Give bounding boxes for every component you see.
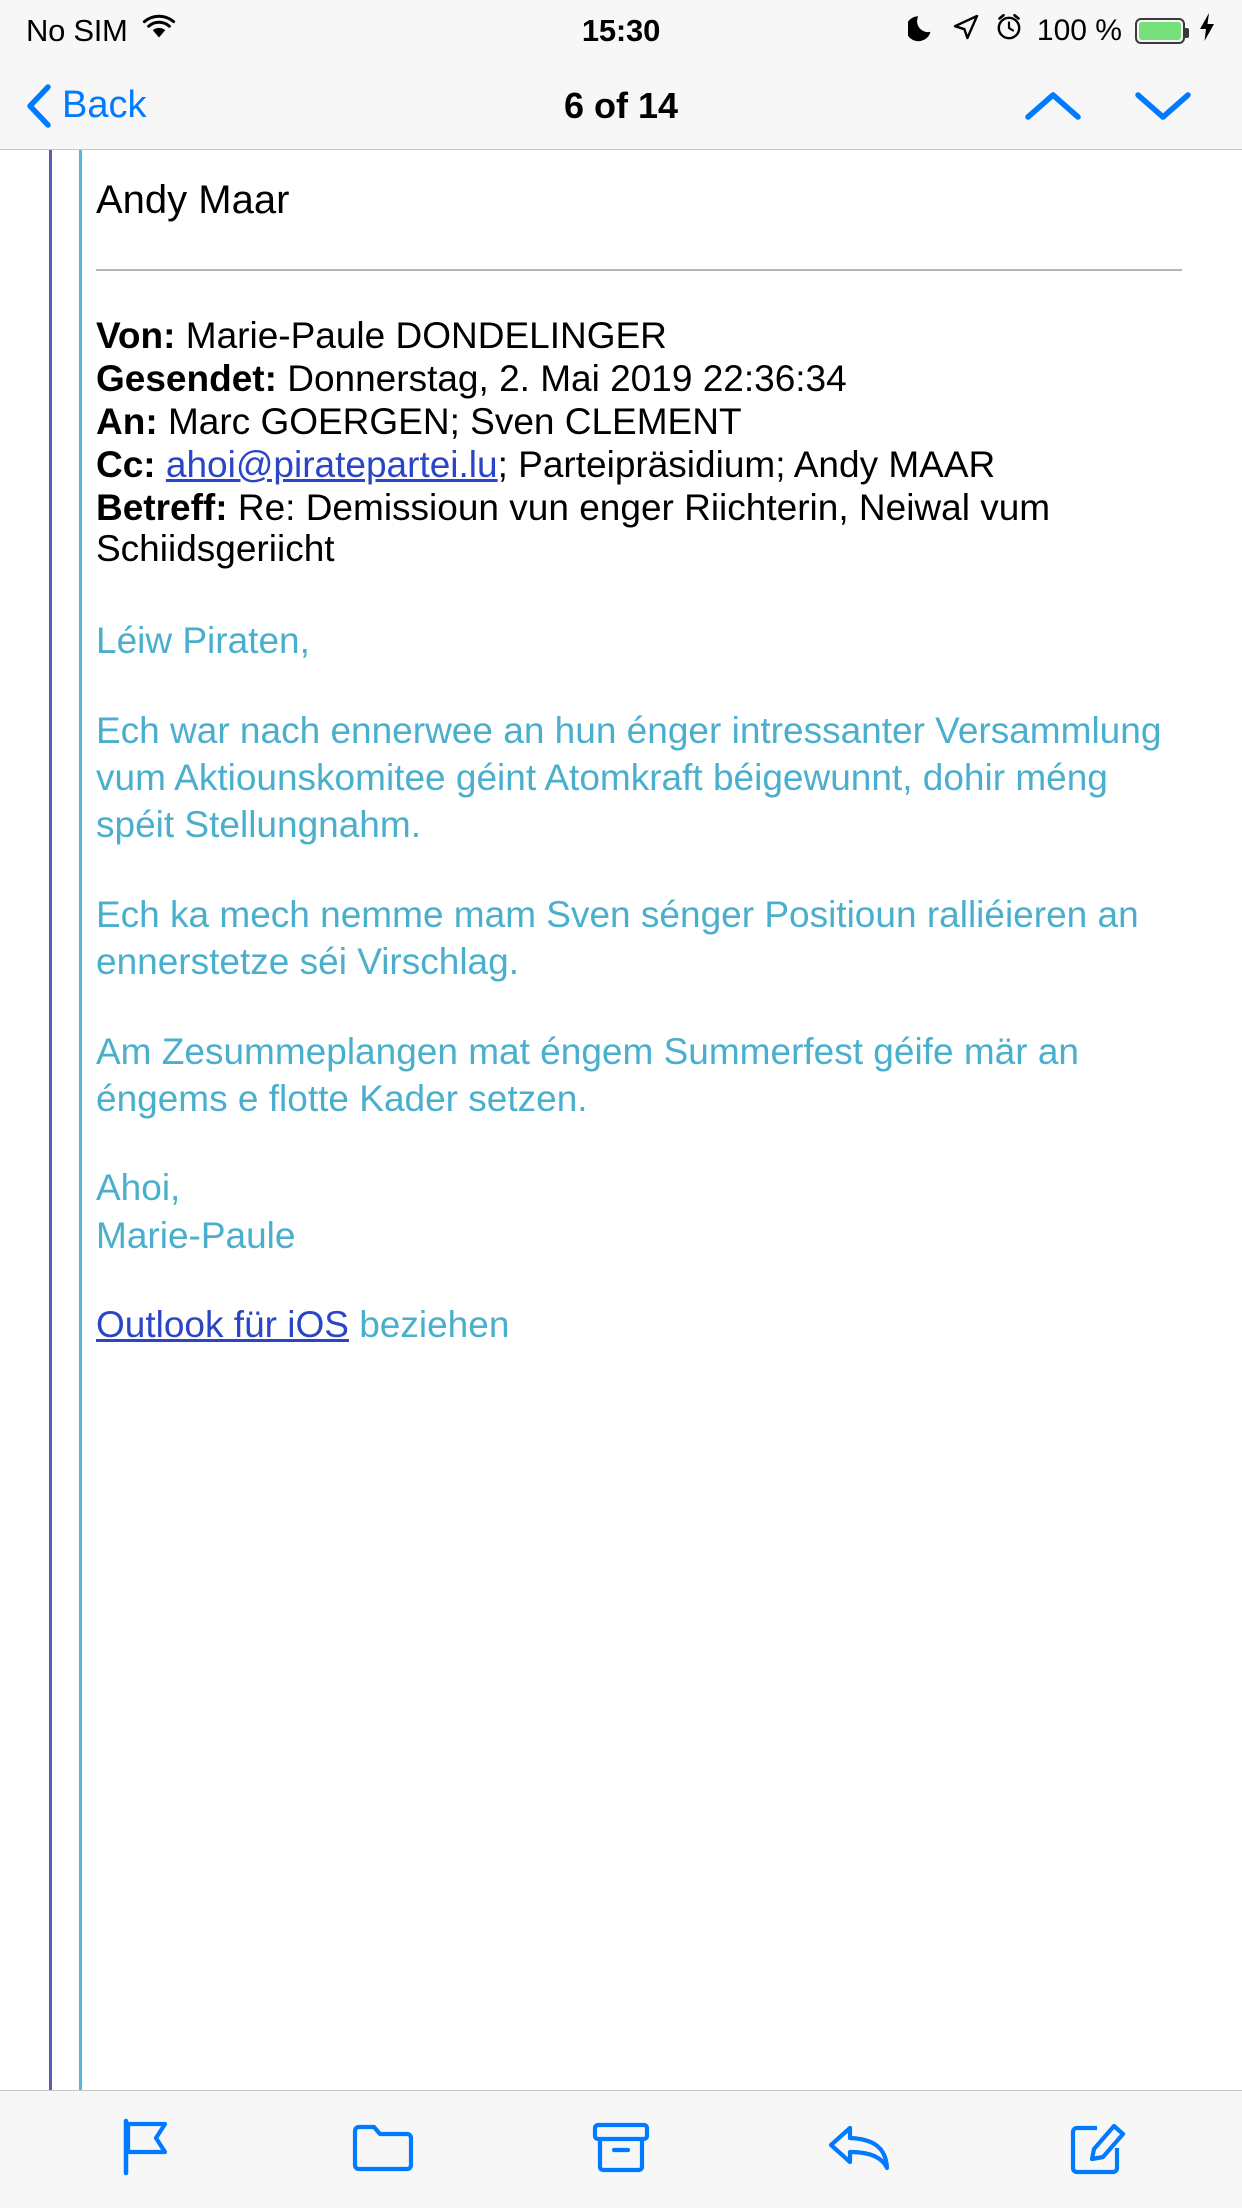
header-divider xyxy=(96,269,1182,271)
header-gesendet xyxy=(96,358,1182,399)
header-von-value: Marie-Paule DONDELINGER xyxy=(185,315,667,356)
reply-icon xyxy=(826,2119,892,2180)
signature-name: Marie-Paule xyxy=(96,1214,296,1256)
back-button[interactable] xyxy=(24,83,146,129)
battery-percent-label: 100 % xyxy=(1036,14,1122,47)
moon-icon xyxy=(908,12,938,50)
page-title: 6 of 14 xyxy=(563,84,679,126)
compose-icon xyxy=(1067,2118,1127,2181)
outlook-ios-link[interactable]: Outlook für iOS xyxy=(96,1303,349,1345)
status-bar xyxy=(0,0,1242,62)
cc-email-link[interactable]: ahoi@piratepartei.lu xyxy=(165,444,498,486)
reply-button[interactable] xyxy=(799,2105,919,2195)
header-cc xyxy=(96,444,1182,485)
back-button-label: Back xyxy=(62,84,147,126)
navigation-bar xyxy=(0,62,1242,150)
quote-level-bars xyxy=(0,150,90,2090)
lightning-bolt-icon xyxy=(1198,12,1216,50)
header-betreff-value: Re: Demissioun vun enger Riichterin, Neiwal vum Schiidsgeriicht xyxy=(96,487,1051,570)
body-paragraph: Am Zesummeplangen mat éngem Summerfest géife mär an éngems e flotte Kader setzen. xyxy=(96,1030,1079,1119)
status-clock: 15:30 xyxy=(581,13,661,48)
wifi-icon xyxy=(142,14,176,48)
message-navigation-controls xyxy=(1024,88,1218,124)
footer-line xyxy=(96,1301,1182,1348)
header-gesendet-label: Gesendet: xyxy=(96,358,277,400)
carrier-label: No SIM xyxy=(26,13,128,48)
sender-name: Andy Maar xyxy=(96,178,290,222)
status-bar-right xyxy=(908,12,1216,50)
header-an-label: An: xyxy=(96,401,158,443)
quote-bar-outer xyxy=(49,150,52,2090)
battery-icon xyxy=(1135,18,1185,44)
status-bar-left xyxy=(26,13,176,49)
message-body-text xyxy=(96,617,1182,1348)
compose-button[interactable] xyxy=(1037,2105,1157,2195)
archive-icon xyxy=(591,2119,651,2180)
message-body-scroll-area[interactable] xyxy=(0,150,1242,2090)
header-cc-label: Cc: xyxy=(96,444,156,486)
alarm-clock-icon xyxy=(994,12,1024,50)
flag-icon xyxy=(118,2117,172,2182)
chevron-left-icon xyxy=(24,83,54,129)
move-to-folder-button[interactable] xyxy=(323,2105,443,2195)
flag-button[interactable] xyxy=(85,2105,205,2195)
previous-message-button[interactable] xyxy=(1024,88,1082,124)
body-paragraph: Ech war nach ennerwee an hun énger intressanter Versammlung vum Aktiounskomitee géint Atomkraft béigewunnt, dohir méng spéit Stellungnahm. xyxy=(96,709,1162,846)
header-gesendet-value: Donnerstag, 2. Mai 2019 22:36:34 xyxy=(287,358,847,400)
header-betreff-label: Betreff: xyxy=(96,487,228,529)
header-von-label: Von: xyxy=(96,315,176,356)
header-an-value: Marc GOERGEN; Sven CLEMENT xyxy=(167,401,742,443)
signature-greeting: Ahoi, xyxy=(96,1167,181,1209)
archive-button[interactable] xyxy=(561,2105,681,2195)
message-content xyxy=(0,150,1242,1348)
location-arrow-icon xyxy=(951,12,981,50)
header-betreff xyxy=(96,487,1182,569)
folder-icon xyxy=(351,2119,415,2180)
body-paragraph: Ech ka mech nemme mam Sven sénger Positioun ralliéieren an ennerstetze séi Virschlag. xyxy=(96,893,1139,983)
footer-trailing-text: beziehen xyxy=(348,1303,510,1345)
header-von xyxy=(96,315,1182,356)
bottom-toolbar xyxy=(0,2090,1242,2208)
body-paragraph: Léiw Piraten, xyxy=(96,620,310,662)
quote-bar-inner xyxy=(79,150,82,2090)
header-an xyxy=(96,401,1182,442)
header-cc-value: ; Parteipräsidium; Andy MAAR xyxy=(497,444,996,486)
next-message-button[interactable] xyxy=(1134,88,1192,124)
